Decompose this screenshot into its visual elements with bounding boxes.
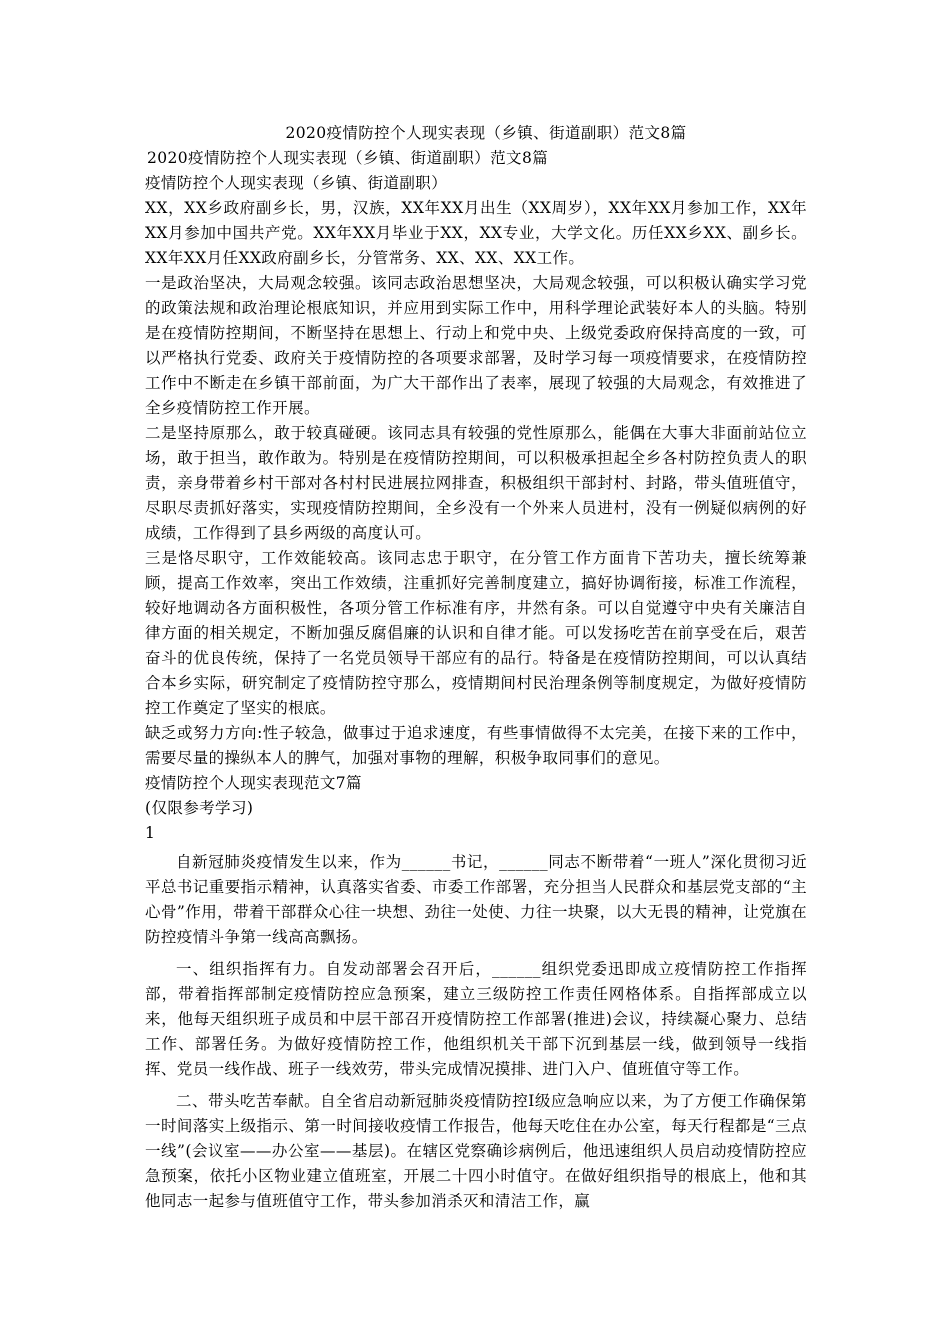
reference-note: (仅限参考学习): [145, 799, 254, 817]
paragraph-duty: 三是恪尽职守，工作效能较高。该同志忠于职守，在分管工作方面肯下苦功夫，擅长统筹兼顾，提高工作效率，突出工作效绩，注重抓好完善制度建立，搞好协调衔接，标准工作流程，较好地调动各方面积极性，各项分管工作标准有序，井然有条。可以自觉遵守中央有关廉洁自律方面的相关规定，不断加强反腐倡廉的认识和自律才能。可以发扬吃苦在前享受在后，艰苦奋斗的优良传统，保持了一名党员领导干部应有的品行。特备是在疫情防控期间，可以认真结合本乡实际，研究制定了疫情防控守那么，疫情期间村民治理条例等制度规定，为做好疫情防控工作奠定了坚实的根底。: [145, 549, 807, 717]
paragraph-principle: 二是坚持原那么，敢于较真碰硬。该同志具有较强的党性原那么，能偶在大事大非面前站位立场，敢于担当，敢作敢为。特别是在疫情防控期间，可以积极承担起全乡各村防控负责人的职责，亲身带着乡村干部对各村村民进展拉网排查，积极组织干部封村、封路，带头值班值守，尽职尽责抓好落实，实现疫情防控期间，全乡没有一个外来人员进村，没有一例疑似病例的好成绩，工作得到了县乡两级的高度认可。: [145, 424, 807, 542]
section-number: 1: [145, 824, 156, 842]
paragraph-shortcomings: 缺乏或努力方向:性子较急，做事过于追求速度，有些事情做得不太完美，在接下来的工作中，需要尽量的操纵本人的脾气，加强对事物的理解，积极争取同事们的意见。: [145, 724, 807, 767]
section-heading-2: 疫情防控个人现实表现范文7篇: [145, 774, 362, 792]
intro-paragraph: XX，XX乡政府副乡长，男，汉族，XX年XX月出生（XX周岁），XX年XX月参加工作，XX年XX月参加中国共产党。XX年XX月毕业于XX，XX专业，大学文化。历任XX乡XX、副乡长。XX年XX月任XX政府副乡长，分管常务、XX、XX、XX工作。: [145, 199, 807, 267]
section-heading: 疫情防控个人现实表现（乡镇、街道副职）: [145, 174, 448, 192]
paragraph-command: 一、组织指挥有力。自发动部署会召开后，______组织党委迅即成立疫情防控工作指挥部，带着指挥部制定疫情防控应急预案，建立三级防控工作责任网格体系。自指挥部成立以来，他每天组织班子成员和中层干部召开疫情防控工作部署(推进)会议，持续凝心聚力、总结工作、部署任务。为做好疫情防控工作，他组织机关干部下沉到基层一线，做到领导一线指挥、党员一线作战、班子一线效劳，带头完成情况摸排、进门入户、值班值守等工作。: [145, 960, 807, 1078]
paragraph-intro-2: 自新冠肺炎疫情发生以来，作为______书记，______同志不断带着“一班人”深化贯彻习近平总书记重要指示精神，认真落实省委、市委工作部署，充分担当人民群众和基层党支部的“主心骨”作用，带着干部群众心往一块想、劲往一处使、力往一块聚，以大无畏的精神，让党旗在防控疫情斗争第一线高高飘扬。: [145, 853, 807, 946]
document-subtitle: 2020疫情防控个人现实表现（乡镇、街道副职）范文8篇: [147, 149, 549, 167]
paragraph-political: 一是政治坚决，大局观念较强。该同志政治思想坚决，大局观念较强，可以积极认确实学习党的政策法规和政治理论根底知识，并应用到实际工作中，用科学理论武装好本人的头脑。特别是在疫情防控期间，不断坚持在思想上、行动上和党中央、上级党委政府保持高度的一致，可以严格执行党委、政府关于疫情防控的各项要求部署，及时学习每一项疫情要求，在疫情防控工作中不断走在乡镇干部前面，为广大干部作出了表率，展现了较强的大局观念，有效推进了全乡疫情防控工作开展。: [145, 274, 807, 417]
document-page: [145, 121, 807, 1214]
document-title: 2020疫情防控个人现实表现（乡镇、街道副职）范文8篇: [285, 124, 687, 142]
paragraph-dedication: 二、带头吃苦奉献。自全省启动新冠肺炎疫情防控Ⅰ级应急响应以来，为了方便工作确保第一时间落实上级指示、第一时间接收疫情工作报告，他每天吃住在办公室，每天行程都是“三点一线”(会议室——办公室——基层)。在辖区党察确诊病例后，他迅速组织人员启动疫情防控应急预案，依托小区物业建立值班室，开展二十四小时值守。在做好组织指导的根底上，他和其他同志一起参与值班值守工作，带头参加消杀灭和清洁工作，赢: [145, 1092, 807, 1210]
